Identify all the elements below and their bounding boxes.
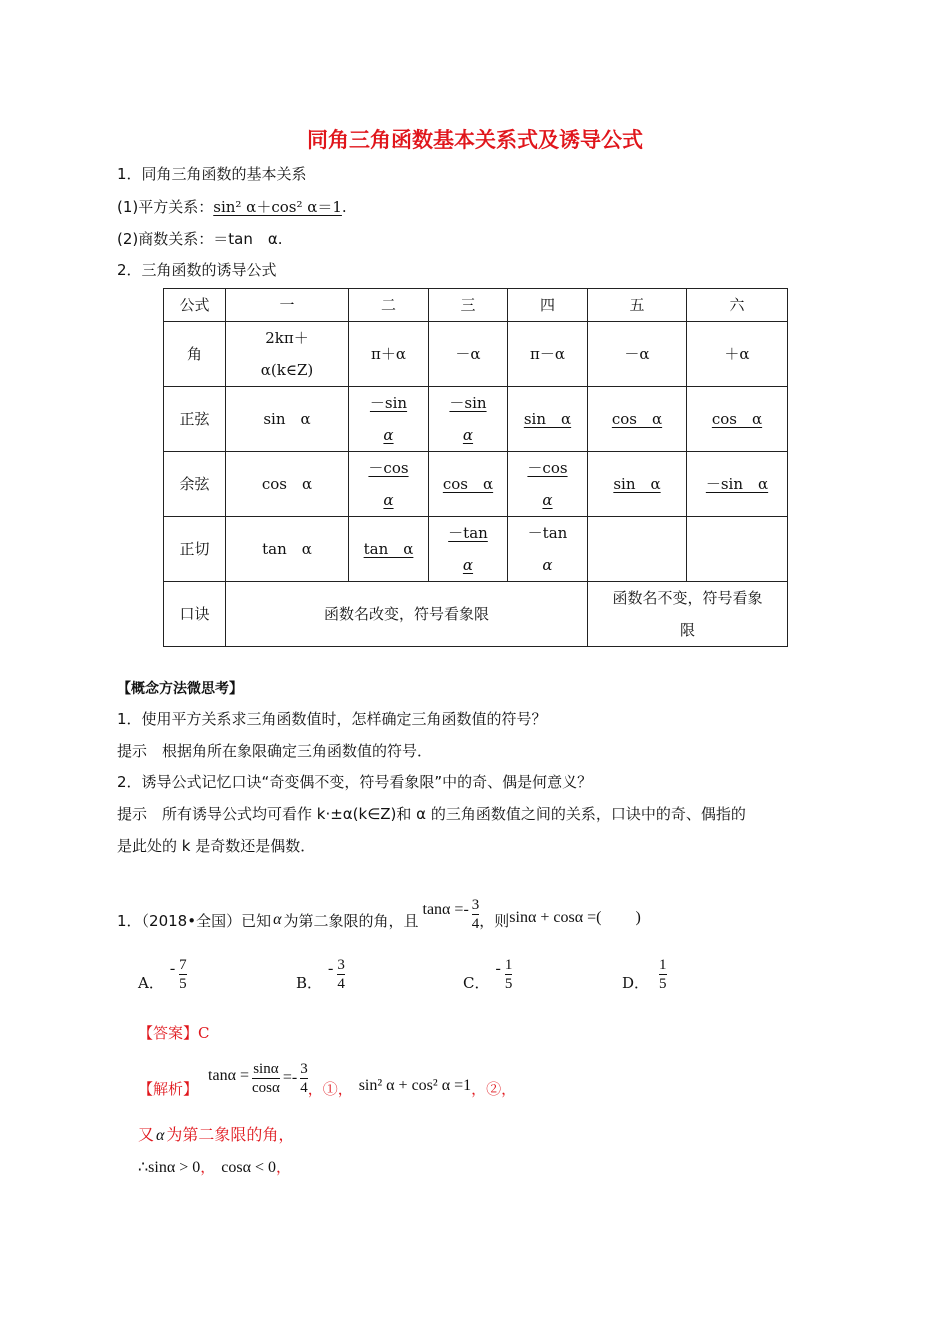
table-cell [687, 387, 788, 452]
row-label: 角 [164, 322, 226, 387]
fraction-denominator: 5 [504, 976, 513, 992]
fraction-denominator: 5 [179, 976, 187, 992]
table-cell [508, 387, 588, 452]
cell-line: cos α [711, 410, 763, 428]
table-cell [687, 517, 788, 582]
page-title: 同角三角函数基本关系式及诱导公式 [307, 128, 643, 152]
fraction-numerator: 3 [337, 957, 345, 973]
table-row-cosine [164, 452, 788, 517]
table-cell [349, 387, 429, 452]
table-cell [508, 517, 588, 582]
alpha-symbol: α [273, 911, 282, 928]
table-cell [687, 452, 788, 517]
cell-line: 限 [679, 621, 695, 639]
fraction-numerator: 7 [179, 957, 187, 973]
cell-line: sin α [523, 410, 572, 428]
cell-line: －tan [527, 524, 568, 542]
cell-line: α [542, 491, 553, 509]
tan-lhs: tanα =- [422, 901, 469, 918]
concept-hint-2-line1: 提示 所有诱导公式均可看作 k·±α(k∈Z)和 α 的三角函数值之间的关系，口诀中的奇、偶指的 [117, 805, 746, 823]
option-d[interactable] [622, 958, 667, 995]
fraction-numerator: 3 [471, 896, 480, 913]
table-cell [429, 517, 508, 582]
fraction-denominator: 5 [659, 976, 667, 992]
analysis-line-1 [138, 1056, 516, 1100]
option-sign: - [495, 959, 501, 977]
cell-line: －sin [369, 394, 408, 412]
table-cell: tan α [226, 517, 349, 582]
cell-line: α [462, 426, 474, 444]
analysis-label: 【解析】 [138, 1079, 199, 1098]
cell-line: 2kπ＋ [265, 329, 309, 347]
analysis-identity: sin² α + cos² α =1 [358, 1077, 472, 1094]
section2-heading: 2．三角函数的诱导公式 [117, 261, 277, 279]
option-sign: - [328, 959, 334, 977]
section1-heading: 1．同角三角函数的基本关系 [117, 165, 307, 183]
problem-mid: 为第二象限的角，且 [283, 911, 419, 930]
table-cell [588, 517, 687, 582]
table-cell [429, 387, 508, 452]
option-label: C． [463, 974, 490, 992]
cell-line: α [462, 556, 474, 574]
fraction-numerator: 3 [300, 1060, 308, 1077]
row-label: 口诀 [164, 582, 226, 647]
cell-line: 函数名不变，符号看象 [612, 589, 763, 607]
fraction-denominator: cosα [251, 1079, 280, 1096]
table-cell: π－α [508, 322, 588, 387]
analysis-line2-suffix: 为第二象限的角， [166, 1125, 295, 1144]
table-cell: ＋α [687, 322, 788, 387]
blank-close: ) [635, 909, 641, 926]
problem-then: ，则 [479, 911, 510, 930]
square-relation-period: . [341, 198, 347, 216]
alpha-symbol: α [156, 1127, 165, 1144]
row-label: 正弦 [164, 387, 226, 452]
cell-line: cos α [611, 410, 663, 428]
cell-line: α [383, 426, 394, 444]
table-cell: －α [429, 322, 508, 387]
row-label: 余弦 [164, 452, 226, 517]
fraction-denominator: 4 [471, 915, 480, 932]
table-cell [588, 452, 687, 517]
table-row-sine [164, 387, 788, 452]
option-label: A． [138, 974, 164, 992]
table-cell: sin α [226, 387, 349, 452]
cell-line: α(k∈Z) [260, 361, 314, 379]
analysis-line-2 [138, 1122, 294, 1145]
answer-value: C [198, 1024, 210, 1042]
problem-ask: sinα + cosα =( [509, 909, 602, 926]
table-cell: π＋α [349, 322, 429, 387]
analysis-value-fraction [300, 1060, 308, 1097]
problem-prefix: 1．（2018•全国）已知 [117, 911, 272, 930]
induction-formula-table [163, 288, 788, 647]
concept-hint-1: 提示 根据角所在象限确定三角函数值的符号． [117, 742, 433, 760]
cell-line: －tan [448, 524, 488, 542]
header-cell: 四 [508, 289, 588, 322]
option-label: B． [296, 974, 323, 992]
cell-line: －cos [368, 459, 409, 477]
mnemonic-left: 函数名改变，符号看象限 [226, 582, 588, 647]
concept-heading: 【概念方法微思考】 [117, 681, 243, 697]
cell-line: α [383, 491, 394, 509]
option-fraction [505, 956, 513, 993]
header-cell: 二 [349, 289, 429, 322]
table-row-angle [164, 322, 788, 387]
square-relation-label: (1)平方关系： [117, 198, 214, 216]
table-cell [588, 387, 687, 452]
option-b[interactable] [296, 958, 345, 995]
square-relation-formula: sin² α＋cos² α＝1 [213, 198, 342, 216]
tan-fraction [472, 896, 480, 933]
answer-label: 【答案】 [138, 1024, 199, 1042]
concept-question-1: 1．使用平方关系求三角函数值时，怎样确定三角函数值的符号？ [117, 710, 547, 728]
header-cell: 公式 [164, 289, 226, 322]
analysis-mark-1: ，①， [307, 1079, 353, 1098]
mnemonic-right [588, 582, 788, 647]
header-cell: 五 [588, 289, 687, 322]
analysis-end-comma: ， [276, 1158, 292, 1176]
table-header-row [164, 289, 788, 322]
analysis-sin-positive: ∴sinα > 0 [138, 1159, 201, 1176]
quotient-relation: (2)商数关系：＝tan α. [117, 230, 283, 248]
option-fraction [337, 956, 345, 993]
table-cell [349, 517, 429, 582]
problem-1 [117, 895, 641, 945]
concept-question-2: 2．诱导公式记忆口诀“奇变偶不变，符号看象限”中的奇、偶是何意义？ [117, 773, 593, 791]
analysis-separator: ， [200, 1158, 216, 1176]
cell-line: cos α [442, 475, 494, 493]
table-cell: －α [588, 322, 687, 387]
option-fraction [659, 956, 667, 993]
cell-line: sin α [613, 475, 661, 493]
square-relation [117, 196, 347, 217]
analysis-tan-lhs: tanα = [208, 1067, 249, 1084]
option-sign: - [169, 959, 176, 977]
analysis-cos-negative: cosα < 0 [221, 1159, 277, 1176]
header-cell: 六 [687, 289, 788, 322]
table-cell: cos α [226, 452, 349, 517]
table-row-mnemonic [164, 582, 788, 647]
fraction-numerator: 1 [504, 957, 513, 973]
analysis-line-3 [138, 1156, 291, 1177]
fraction-numerator: 1 [659, 957, 667, 973]
analysis-mark-2: ，②， [471, 1079, 517, 1098]
analysis-line2-prefix: 又 [138, 1125, 155, 1144]
cell-line: tan α [363, 540, 414, 558]
option-label: D． [622, 974, 650, 992]
table-cell [508, 452, 588, 517]
cell-line: α [542, 556, 553, 574]
row-label: 正切 [164, 517, 226, 582]
option-c[interactable] [463, 958, 512, 995]
fraction-denominator: 4 [300, 1079, 308, 1096]
option-fraction [179, 956, 187, 993]
header-cell: 一 [226, 289, 349, 322]
table-cell [349, 452, 429, 517]
option-a[interactable] [138, 958, 187, 995]
table-cell [226, 322, 349, 387]
cell-line: －sin α [705, 475, 769, 493]
answer-line [138, 1022, 210, 1043]
analysis-eq: =- [282, 1069, 298, 1086]
fraction-denominator: 4 [337, 976, 345, 992]
table-cell [429, 452, 508, 517]
concept-hint-2-line2: 是此处的 k 是奇数还是偶数． [117, 837, 316, 855]
table-row-tangent [164, 517, 788, 582]
cell-line: －sin [449, 394, 487, 412]
cell-line: －cos [527, 459, 568, 477]
analysis-sin-cos-fraction [252, 1060, 280, 1097]
fraction-numerator: sinα [253, 1060, 279, 1077]
header-cell: 三 [429, 289, 508, 322]
